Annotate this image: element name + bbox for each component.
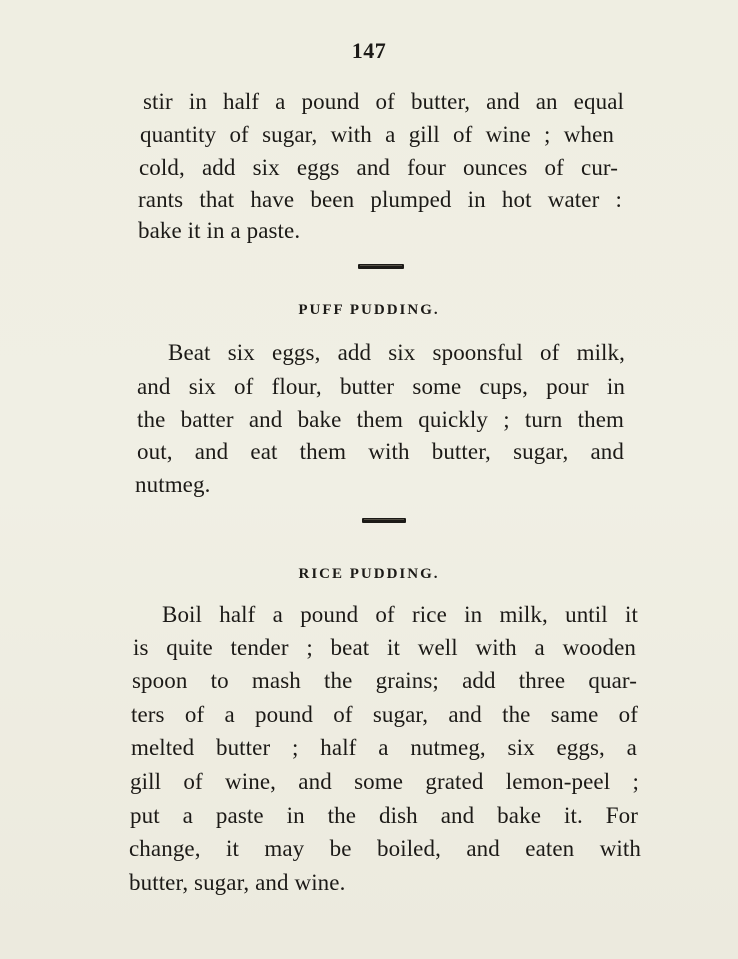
text-line: Beat six eggs, add six spoonsful of milk,	[168, 340, 625, 365]
text-line: Boil half a pound of rice in milk, until it	[162, 602, 638, 627]
text-line: butter, sugar, and wine.	[129, 870, 346, 895]
text-line: ters of a pound of sugar, and the same of	[131, 702, 638, 727]
text-line: gill of wine, and some grated lemon-peel ;	[130, 769, 639, 794]
text-line: stir in half a pound of butter, and an equal	[143, 89, 624, 114]
text-line: is quite tender ; beat it well with a wooden	[133, 635, 636, 660]
text-line: out, and eat them with butter, sugar, and	[137, 439, 624, 464]
text-line: and six of flour, butter some cups, pour in	[137, 374, 625, 399]
text-line: quantity of sugar, with a gill of wine ; when	[140, 122, 614, 147]
text-line: nutmeg.	[135, 472, 211, 497]
text-line: change, it may be boiled, and eaten with	[129, 836, 641, 861]
section-title-rice-pudding: RICE PUDDING.	[298, 566, 440, 582]
section-divider	[362, 518, 406, 523]
text-line: bake it in a paste.	[138, 218, 301, 243]
text-line: cold, add six eggs and four ounces of cur-	[139, 155, 618, 180]
text-line: rants that have been plumped in hot water :	[138, 187, 622, 212]
text-line: melted butter ; half a nutmeg, six eggs, a	[131, 735, 637, 760]
text-line: the batter and bake them quickly ; turn them	[137, 407, 624, 432]
text-line: put a paste in the dish and bake it. For	[130, 803, 638, 828]
section-divider	[358, 264, 404, 269]
text-line: spoon to mash the grains; add three quar-	[132, 668, 637, 693]
section-title-puff-pudding: PUFF PUDDING.	[298, 302, 440, 318]
page-number: 147	[351, 38, 387, 63]
